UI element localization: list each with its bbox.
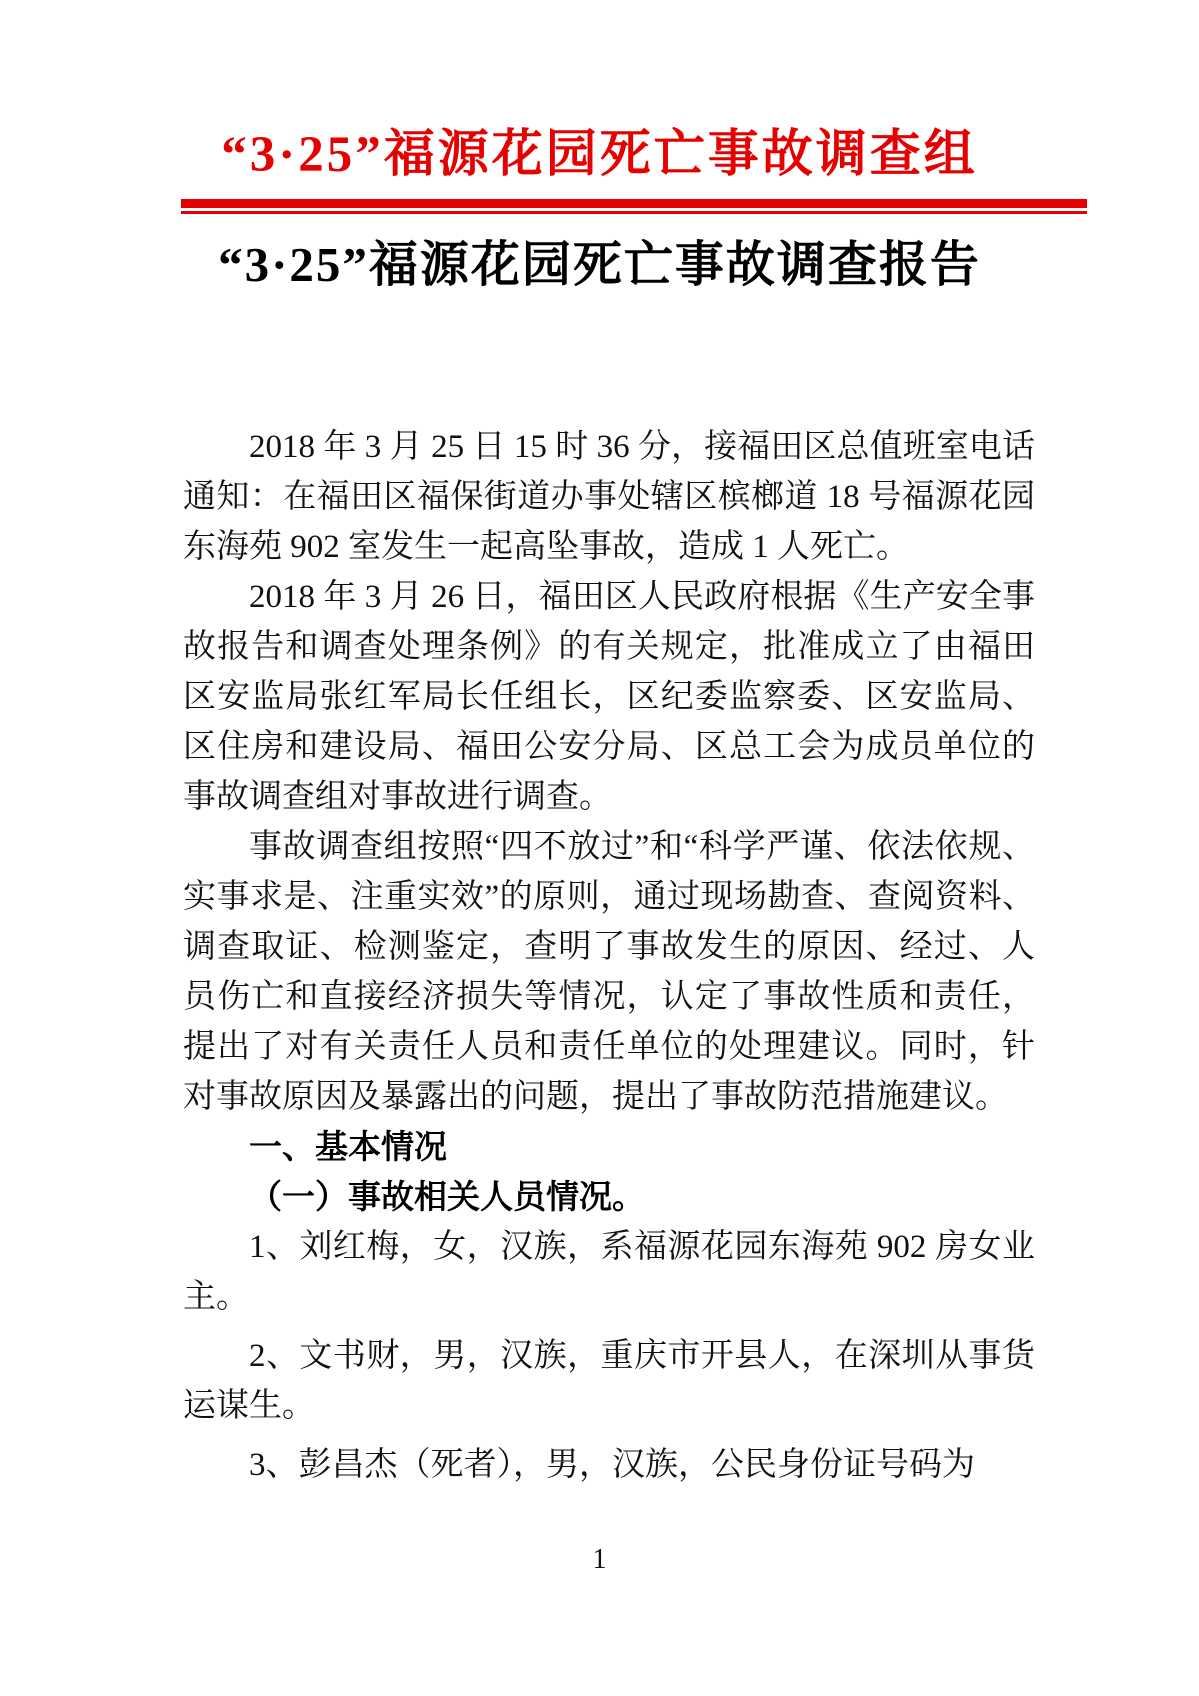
report-title: “3·25”福源花园死亡事故调查报告	[218, 236, 981, 292]
letterhead-divider-rule	[181, 199, 1087, 214]
person-item-2: 2、文书财，男，汉族，重庆市开县人，在深圳从事货运谋生。	[183, 1338, 1035, 1424]
paragraph-investigation-team-formation: 2018 年 3 月 26 日，福田区人民政府根据《生产安全事故报告和调查处理条例》的有关规定，批准成立了由福田区安监局张红军局长任组长，区纪委监察委、区安监局、区住房和建设局、福田公安分局、区总工会为成员单位的事故调查组对事故进行调查。	[183, 579, 1035, 815]
section-heading-basic-situation: 一、基本情况	[249, 1128, 447, 1165]
page-number: 1	[592, 1544, 607, 1575]
letterhead-org-title: “3·25”福源花园死亡事故调查组	[221, 127, 978, 183]
subsection-heading-related-persons: （一）事故相关人员情况。	[249, 1178, 645, 1215]
person-item-3: 3、彭昌杰（死者），男，汉族，公民身份证号码为	[249, 1447, 975, 1483]
paragraph-investigation-principles: 事故调查组按照“四不放过”和“科学严谨、依法依规、实事求是、注重实效”的原则，通过现场勘查、查阅资料、调查取证、检测鉴定，查明了事故发生的原因、经过、人员伤亡和直接经济损失等情况，认定了事故性质和责任，提出了对有关责任人员和责任单位的处理建议。同时，针对事故原因及暴露出的问题，提出了事故防范措施建议。	[183, 829, 1035, 1115]
paragraph-incident-notification: 2018 年 3 月 25 日 15 时 36 分，接福田区总值班室电话通知：在福田区福保街道办事处辖区槟榔道 18 号福源花园东海苑 902 室发生一起高坠事故，造成 1 人死亡。	[183, 429, 1035, 565]
report-body	[183, 422, 1035, 1490]
person-item-1: 1、刘红梅，女，汉族，系福源花园东海苑 902 房女业主。	[183, 1229, 1035, 1315]
